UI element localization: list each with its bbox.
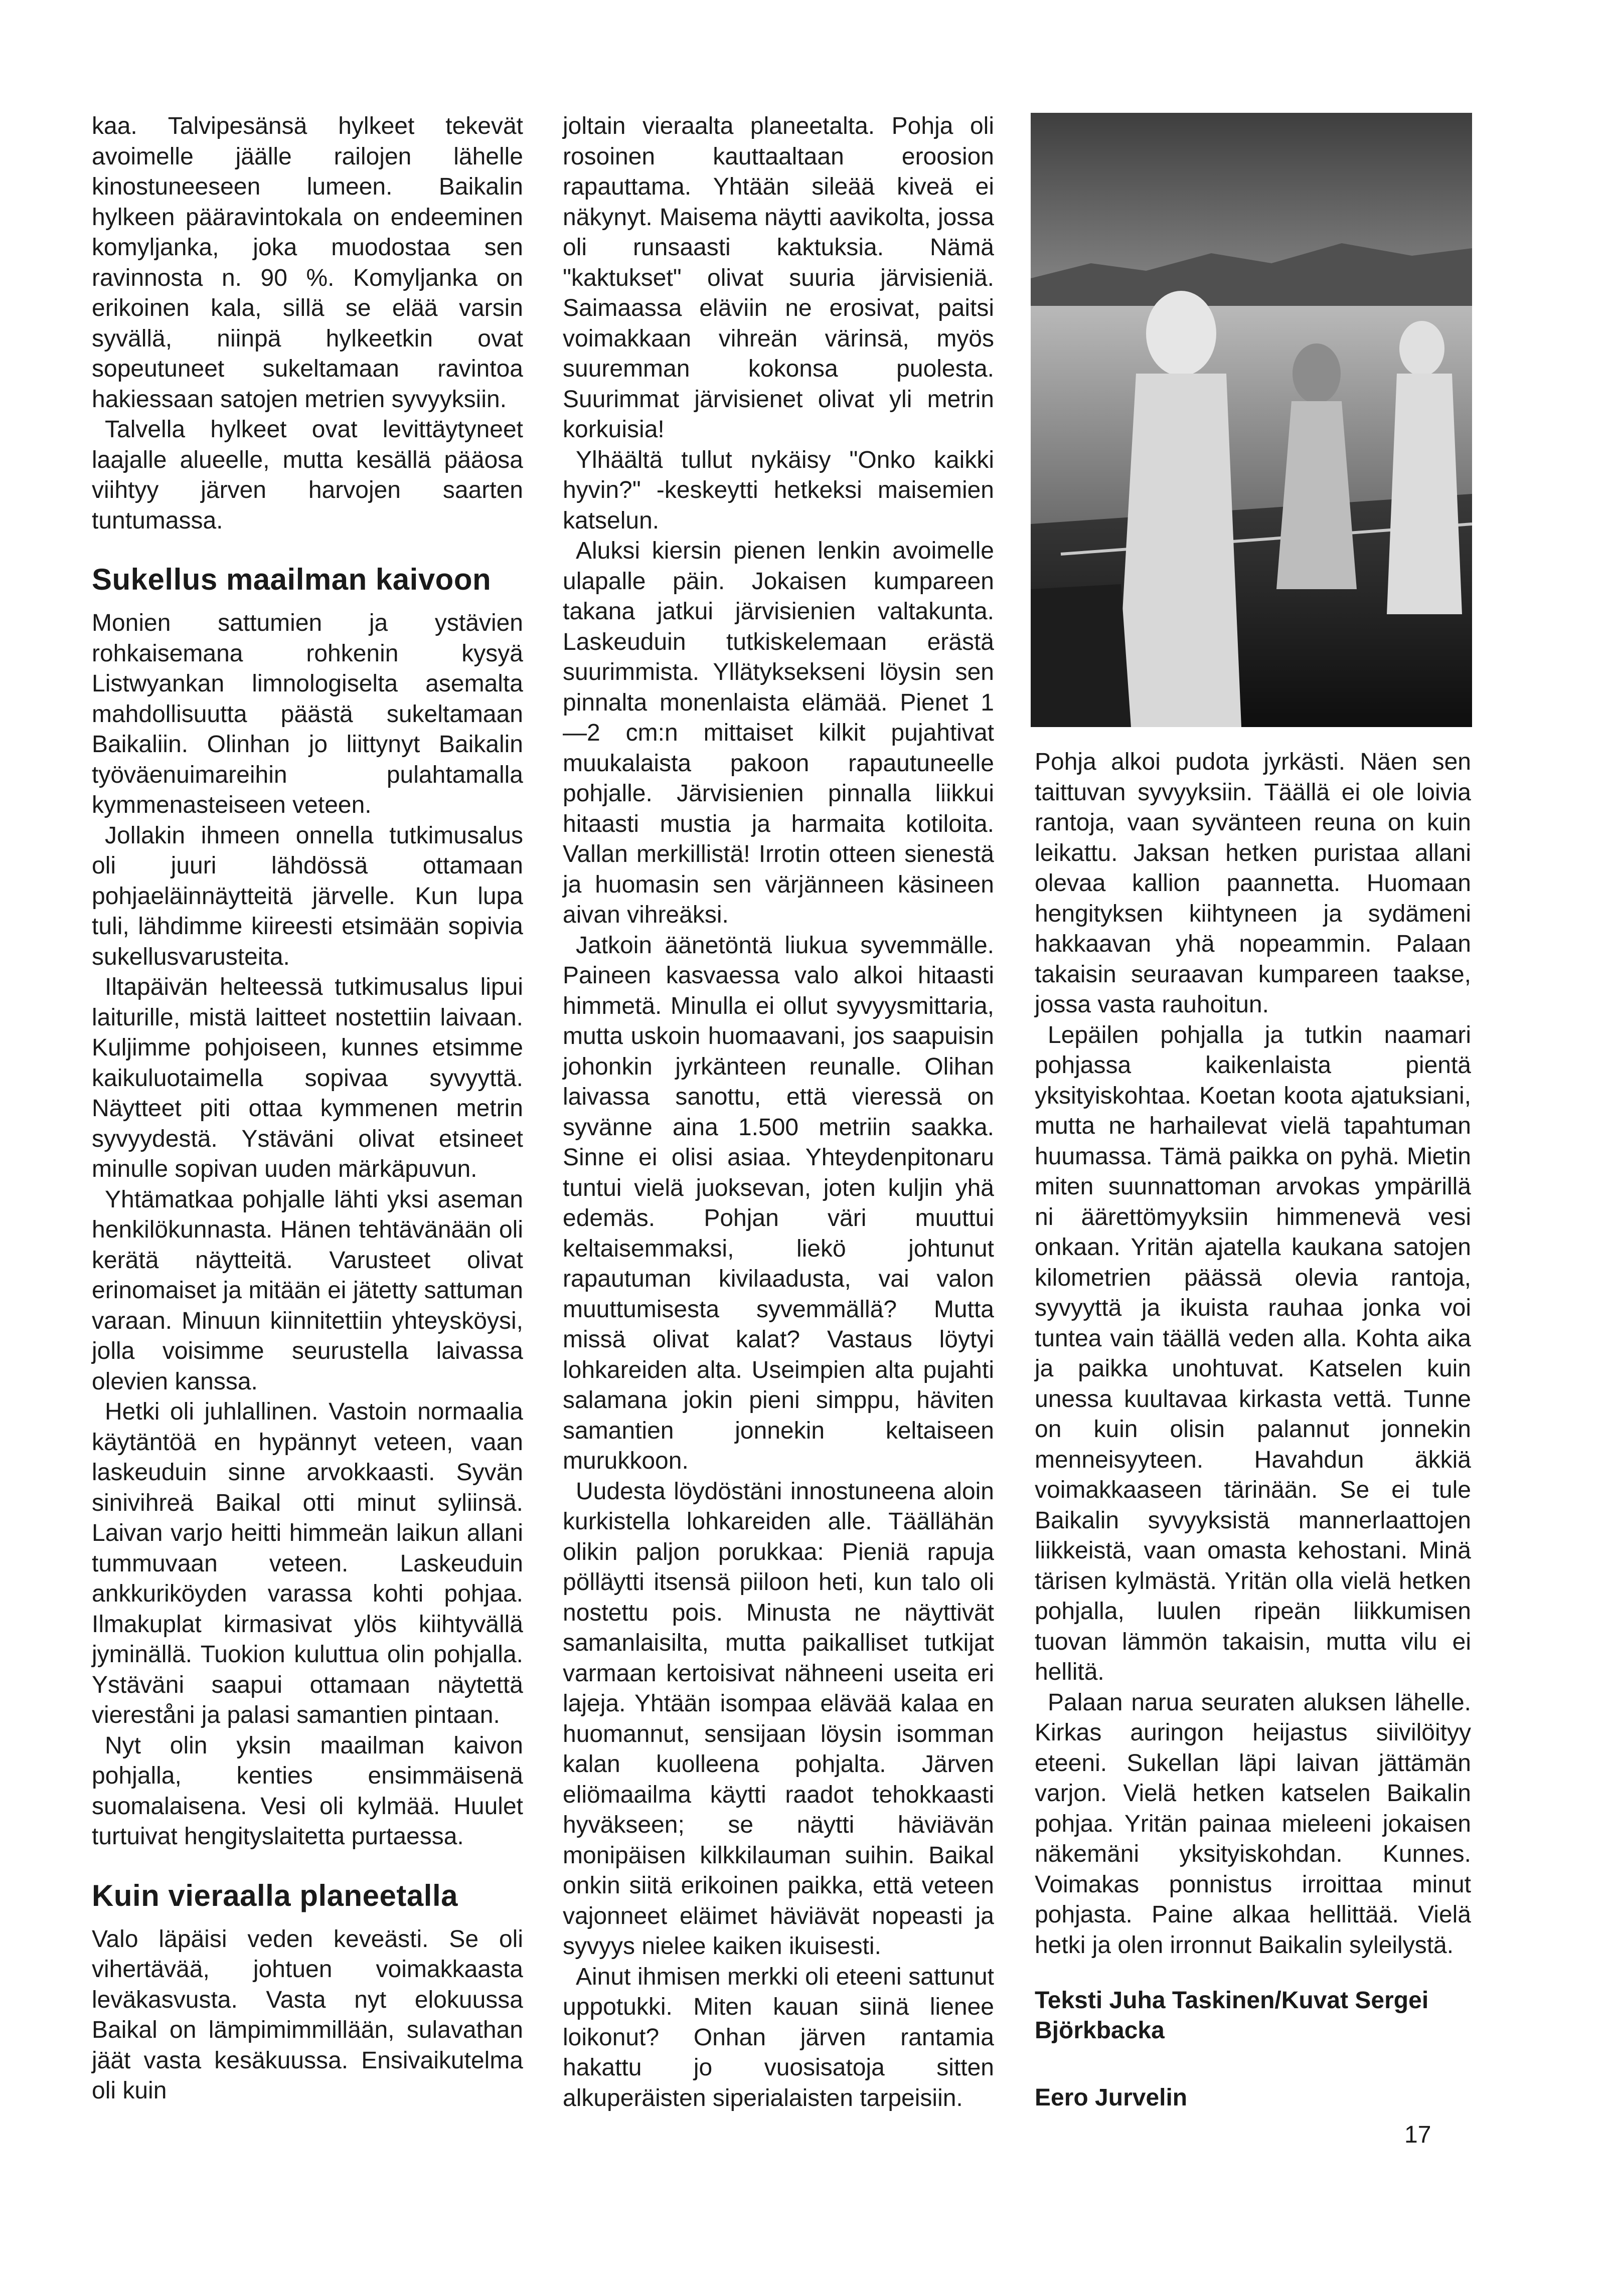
body-paragraph: Jollakin ihmeen onnella tutkimusalus oli juuri lähdössä ottamaan pohjaeläinnäytteitä järvelle. Kun lupa tuli, lähdimme kiireesti etsimään sopivia sukellusvarusteita.	[92, 822, 523, 970]
section-heading-planet: Kuin vieraalla planeetalla	[92, 1878, 458, 1912]
body-paragraph: kaa. Talvipesänsä hylkeet tekevät avoimelle jäälle railojen lähelle kinostuneeseen lumeen. Baikalin hylkeen pääravintokala on endeeminen komyljanka, joka muodostaa sen ravinnosta n. 90 %. Komyljanka on erikoinen kala, sillä se elää varsin syvällä, niinpä hylkeetkin ovat sopeutuneet sukeltamaan ravintoa hakiessaan satojen metrien syvyyksiin.	[92, 113, 523, 413]
divers-photo	[1031, 113, 1472, 727]
body-paragraph: Monien sattumien ja ystävien rohkaisemana rohkenin kysyä Listwyankan limnologiselta asemalta mahdollisuutta päästä sukeltamaan Baikaliin. Olinhan jo liittynyt Baikalin työväenuimareihin pulahtamalla kymmenasteiseen veteen.	[92, 610, 523, 818]
divers-photo-image	[1031, 113, 1472, 727]
body-paragraph: Uudesta löydöstäni innostuneena aloin kurkistella lohkareiden alle. Täällähän olikin paljon porukkaa: Pieniä rapuja pölläytti itsensä piiloon heti, kun talo oli nostettu pois. Minusta ne näyttivät samanlaisilta, mutta paikalliset tutkijat varmaan kertoisivat nähneeni useita eri lajeja. Yhtään isompaa elävää kalaa en huomannut, sensijaan löysin isomman kalan kuolleena pohjalta. Järven eliömaailma käytti raadot tehokkaasti hyväkseen; se näytti häviävän monipäisen kilkkilauman suihin. Baikal onkin siitä erikoinen paikka, että veteen vajonneet eläimet häviävät nopeasti ja syvyys nielee kaiken ikuisesti.	[563, 1478, 994, 1960]
body-paragraph: joltain vieraalta planeetalta. Pohja oli rosoinen kauttaaltaan eroosion rapauttama. Yhtään sileää kiveä ei näkynyt. Maisema näytti aavikolta, jossa oli runsaasti kaktuksia. Nämä "kaktukset" olivat suuria järvisieniä. Saimaassa eläviin ne erosivat, paitsi voimakkaan vihreän värinsä, myös suuremman kokonsa puolesta. Suurimmat järvisienet olivat yli metrin korkuisia!	[563, 113, 994, 443]
body-paragraph: Yhtämatkaa pohjalle lähti yksi aseman henkilökunnasta. Hänen tehtävänään oli kerätä näytteitä. Varusteet olivat erinomaiset ja mitään ei jätetty sattuman varaan. Minuun kiinnitettiin yhteysköysi, jolla voisimme seurustella laivassa olevien kanssa.	[92, 1186, 523, 1395]
section-heading-diving: Sukellus maailman kaivoon	[92, 563, 492, 596]
body-paragraph: Talvella hylkeet ovat levittäytyneet laajalle alueelle, mutta kesällä pääosa viihtyy järven harvojen saarten tuntumassa.	[92, 416, 523, 534]
body-paragraph: Aluksi kiersin pienen lenkin avoimelle ulapalle päin. Jokaisen kumpareen takana jatkui järvisienien valtakunta. Laskeuduin tutkiskelemaan erästä suurimmista. Yllätyksekseni löysin sen pinnalta monenlaista elämää. Pienet 1—2 cm:n mittaiset kilkit pujahtivat muukalaista pakoon rapautuneelle pohjalle. Järvisienien pinnalla liikkui hitaasti mustia ja harmaita kotiloita. Vallan merkillistä! Irrotin otteen sienestä ja huomasin sen värjänneen käsineen aivan vihreäksi.	[563, 538, 994, 928]
body-paragraph: Lepäilen pohjalla ja tutkin naamari pohjassa kaikenlaista pientä yksityiskohtaa. Koetan koota ajatuksiani, mutta ne harhailevat vielä tapahtuman huumassa. Tämä paikka on pyhä. Mietin miten suunnattoman arvokas ympärillä ni äärettömyyksiin himmenevä vesi onkaan. Yritän ajatella kaukana satojen kilometrien päässä olevia rantoja, syvyyttä ja ikuista rauhaa jonka voi tuntea vain täällä veden alla. Kohta aika ja paikka unohtuvat. Katselen kuin unessa kuultavaa kirkasta vettä. Tunne on kuin olisin palannut jonnekin menneisyyteen. Havahdun äkkiä voimakkaaseen tärinään. Se ei tule Baikalin syvyyksistä mannerlaattojen liikkeistä, vaan omasta kehostani. Minä tärisen kylmästä. Yritän olla vielä hetken pohjalla, luulen ripeän liikkumisen tuovan lämmön takaisin, mutta vilu ei hellitä.	[1035, 1021, 1471, 1685]
article-column-1	[92, 111, 523, 2106]
body-paragraph: Jatkoin äänetöntä liukua syvemmälle. Paineen kasvaessa valo alkoi hitaasti himmetä. Minulla ei ollut syvyysmittaria, mutta uskoin huomaavani, jos saapuisin johonkin jyrkänteen reunalle. Olihan laivassa sanottu, että vieressä on syvänne aina 1.500 metriin saakka. Sinne ei olisi asiaa. Yhteydenpitonaru tuntui vielä juoksevan, joten kuljin yhä edemäs. Pohjan väri muuttui keltaisemmaksi, liekö johtunut rapautuman kivilaadusta, vai valon muuttumisesta syvemmällä? Mutta missä olivat kalat? Vastaus löytyi lohkareiden alta. Useimpien alta pujahti salamana jokin pieni simppu, häviten samantien jonnekin keltaiseen murukkoon.	[563, 932, 994, 1474]
body-paragraph: Ylhäältä tullut nykäisy "Onko kaikki hyvin?" -keskeytti hetkeksi maisemien katselun.	[563, 446, 994, 534]
body-paragraph: Pohja alkoi pudota jyrkästi. Näen sen taittuvan syvyyksiin. Täällä ei ole loivia rantoja, vaan syvänteen reuna on kuin leikattu. Jaksan hetken puristaa allani olevaa kallion paannetta. Huomaan hengityksen kiihtyneen ja sydämeni hakkaavan yhä nopeammin. Palaan takaisin seuraavan kumpareen taakse, jossa vasta rauhoitun.	[1035, 749, 1471, 1018]
credit-block	[1035, 1986, 1471, 2046]
article-column-3	[1035, 747, 1471, 2113]
body-paragraph: Ainut ihmisen merkki oli eteeni sattunut uppotukki. Miten kauan siinä lienee loikonut? Onhan järven rantamia hakattu jo vuosisatoja sitten alkuperäisten siperialaisten tarpeisiin.	[563, 1963, 994, 2111]
body-paragraph: Hetki oli juhlallinen. Vastoin normaalia käytäntöä en hypännyt veteen, vaan laskeuduin sinne arvokkaasti. Syvän sinivihreä Baikal otti minut syliinsä. Laivan varjo heitti himmeän laikun allani tummuvaan veteen. Laskeuduin ankkuriköyden varassa kohti pohjaa. Ilmakuplat kirmasivat ylös kiihtyvällä jyminällä. Tuokion kuluttua olin pohjalla. Ystäväni saapui ottamaan näytettä viereståni ja palasi samantien pintaan.	[92, 1398, 523, 1728]
body-paragraph: Nyt olin yksin maailman kaivon pohjalla, kenties ensimmäisenä suomalaisena. Vesi oli kylmää. Huulet turtuivat hengityslaitetta purtaessa.	[92, 1732, 523, 1850]
body-paragraph: Iltapäivän helteessä tutkimusalus lipui laiturille, mistä laitteet nostettiin laivaan. Kuljimme pohjoiseen, kunnes etsimme kaikuluotaimella sopivaa syvyyttä. Näytteet piti ottaa kymmenen metrin syvyydestä. Ystäväni olivat etsineet minulle sopivan uuden märkäpuvun.	[92, 974, 523, 1182]
body-paragraph: Valo läpäisi veden keveästi. Se oli vihertävää, johtuen voimakkaasta leväkasvusta. Vasta nyt elokuussa Baikal on lämpimimmillään, sulavathan jäät vasta kesäkuussa. Ensivaikutelma oli kuin	[92, 1925, 523, 2104]
article-column-2	[563, 111, 994, 2113]
page-number: 17	[1404, 2122, 1431, 2148]
credit-line: Teksti Juha Taskinen/Kuvat Sergei Björkbacka	[1035, 1987, 1429, 2044]
author-name: Eero Jurvelin	[1035, 2084, 1188, 2111]
body-paragraph: Palaan narua seuraten aluksen lähelle. Kirkas auringon heijastus siivilöityy eteeni. Sukellan läpi laivan jättämän varjon. Vielä hetken katselen Baikalin pohjaa. Yritän painaa mieleeni jokaisen näkemäni yksityiskohdan. Kunnes. Voimakas ponnistus irroittaa minut pohjasta. Paine alkaa hellittää. Vielä hetki ja olen irronnut Baikalin syleilystä.	[1035, 1689, 1471, 1959]
